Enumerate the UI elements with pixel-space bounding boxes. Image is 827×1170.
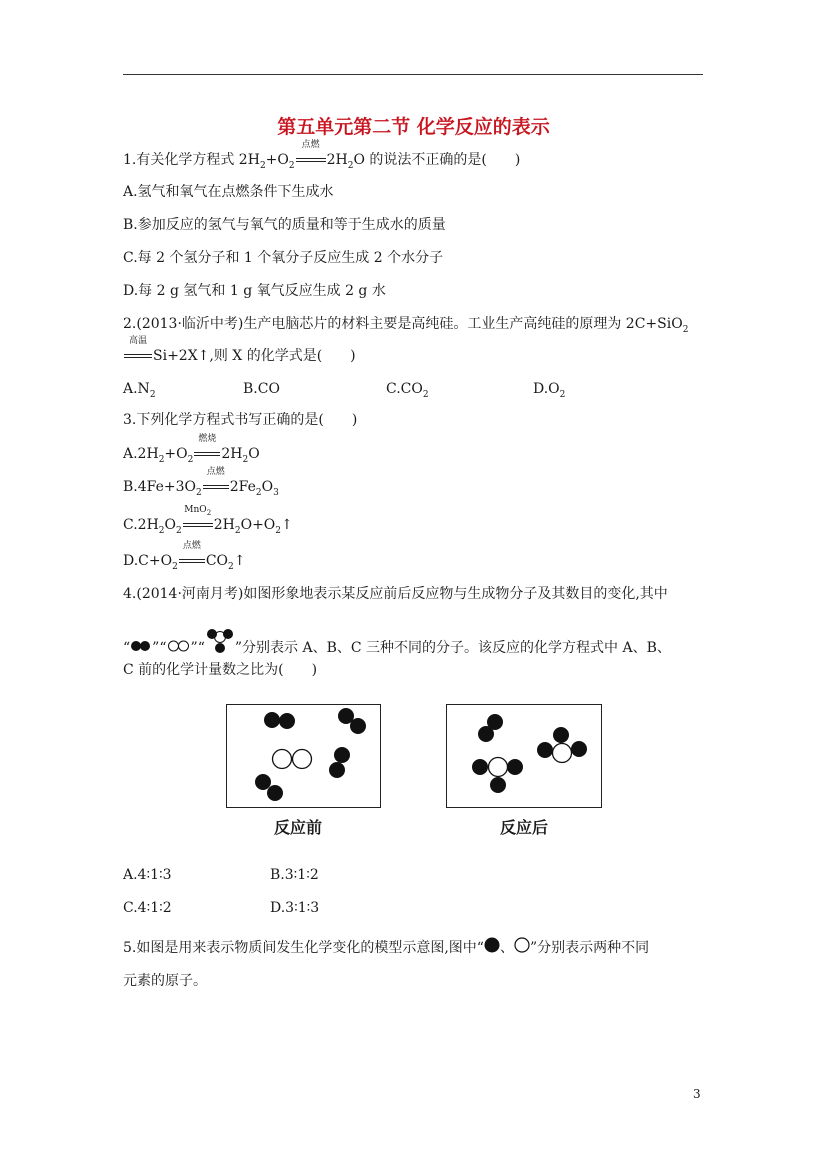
q2-option-b: B.CO <box>243 381 280 397</box>
q3-option-d: $D.C+O_2$ 点燃 $CO_2↑$ <box>123 541 246 572</box>
caption-before: 反应前 <box>274 818 323 837</box>
caption-after: 反应后 <box>500 818 549 837</box>
black-atom-icon <box>484 937 500 959</box>
q1-option-c: C.每 2 个氢分子和 1 个氧分子反应生成 2 个水分子 <box>123 250 444 266</box>
q3-option-b: $B.4Fe+3O_2$ 点燃 $2Fe_2O_3$ <box>123 467 279 498</box>
reaction-condition-q2: 高温 <box>124 346 152 366</box>
q4-stem-line3: C 前的化学计量数之比为( ) <box>123 662 318 678</box>
q5-stem-line2: 元素的原子。 <box>123 973 207 989</box>
reaction-condition-q1: 点燃 <box>296 150 326 170</box>
q1-option-a: A.氢气和氧气在点燃条件下生成水 <box>123 184 334 200</box>
diagram-before-box <box>226 704 381 808</box>
q5-stem-line1: 5.如图是用来表示物质间发生化学变化的模型示意图,图中“ 、 ”分别表示两种不同 <box>123 937 649 959</box>
q4-stem-line2: “ ”“ ”“ ”分别表示 A、B、C 三种不同的分子。该反应的化学方程式中 A、B、 <box>123 628 671 664</box>
q1-stem: 1.有关化学方程式 $2H_2+O_2$ 点燃 $2H_2O$ 的说法不正确的是( ) <box>123 140 521 171</box>
q3-option-a: $A.2H_2+O_2$ 燃烧 $2H_2O$ <box>123 434 260 465</box>
q4-option-a: A.4∶1∶3 <box>123 867 172 883</box>
header-rule <box>123 74 703 75</box>
q3-stem: 3.下列化学方程式书写正确的是( ) <box>123 412 358 428</box>
diagram-after-box <box>446 704 602 808</box>
diagram-before <box>227 705 382 809</box>
page-number: 3 <box>693 1087 701 1101</box>
q1-option-d: D.每 2 g 氢气和 1 g 氧气反应生成 2 g 水 <box>123 283 386 299</box>
q4-option-d: D.3∶1∶3 <box>270 900 320 916</box>
q3-option-c: $C.2H_2O_2$ MnO$_2$ $2H_2O+O_2↑$ <box>123 505 293 536</box>
q1-option-b: B.参加反应的氢气与氧气的质量和等于生成水的质量 <box>123 217 446 233</box>
q2-option-a: $A.N_2$ <box>123 381 156 400</box>
white-atom-icon <box>514 937 530 959</box>
molecule-c-icon <box>205 628 235 664</box>
molecule-a-icon <box>130 638 152 658</box>
q4-stem-line1: 4.(2014·河南月考)如图形象地表示某反应前后反应物与生成物分子及其数目的变化,其中 <box>123 586 668 602</box>
q2-option-c: $C.CO_2$ <box>386 381 429 400</box>
q2-stem-line1: 2.(2013·临沂中考)生产电脑芯片的材料主要是高纯硅。工业生产高纯硅的原理为 2C+SiO$_2$ <box>123 316 689 335</box>
q4-option-b: B.3∶1∶2 <box>270 867 319 883</box>
q2-stem-line2: 高温 Si+2X↑,则 X 的化学式是( ) <box>123 346 356 366</box>
molecule-b-icon <box>167 638 191 658</box>
diagram-after <box>447 705 603 809</box>
q4-option-c: C.4∶1∶2 <box>123 900 172 916</box>
page-title: 第五单元第二节 化学反应的表示 <box>277 116 550 138</box>
q2-option-d: $D.O_2$ <box>533 381 566 400</box>
